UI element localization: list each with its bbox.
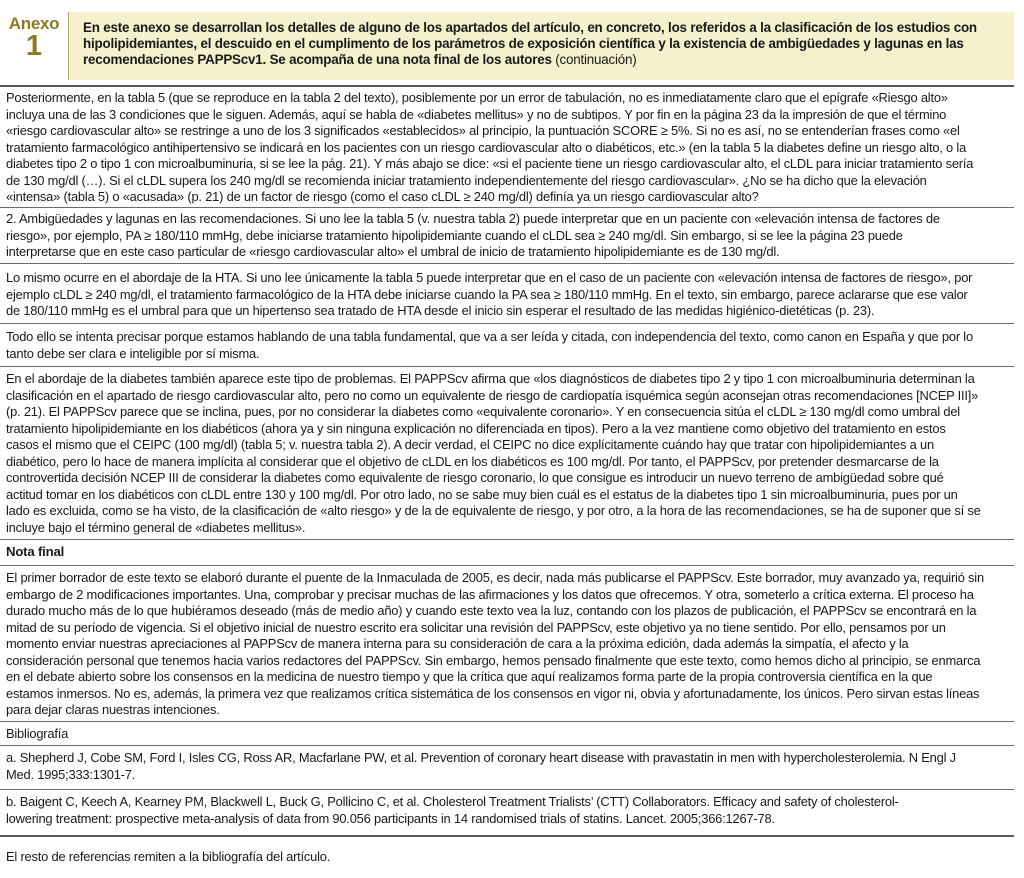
- paragraph-ambiguedades: 2. Ambigüedades y lagunas en las recomendaciones. Si uno lee la tabla 5 (v. nuestra tabla 2) puede interpretar que en un paciente con «elevación intensa de factores de riesgo», por ejemplo, PA ≥ 180/110 mmHg, debe iniciarse tratamiento hipolipidemiante cuando el cLDL sea ≥ 240 mg/dl. Sin embargo, si se lee la página 23 puede interpretarse que en este caso particular de «riesgo cardiovascular alto» el umbral de inicio de tratamiento hipolipidemiante es de 130 mg/dl.: [6, 211, 940, 259]
- section-divider: [0, 565, 1014, 566]
- section-divider: [0, 366, 1014, 367]
- bibliography-title: Bibliografía: [6, 726, 69, 741]
- bibliography-ref-b: b. Baigent C, Keech A, Kearney PM, Blackwell L, Buck G, Pollicino C, et al. Cholesterol Treatment Trialists’ (CTT) Collaborators. Efficacy and safety of cholesterol- lowering treatment: prospective meta-analysis of data from 90.056 participants in 14 randomised trials of statins. Lancet. 2005;366:1267-78.: [6, 794, 899, 826]
- footer-note: El resto de referencias remiten a la bibliografía del artículo.: [6, 849, 331, 864]
- annex-word: Anexo: [8, 14, 60, 33]
- section-divider: [0, 207, 1014, 208]
- section-divider: [0, 263, 1014, 264]
- annex-label: [0, 12, 68, 80]
- section-divider: [0, 745, 1014, 746]
- annex-continuation: (continuación): [555, 52, 637, 68]
- bibliography-ref-a: a. Shepherd J, Cobe SM, Ford I, Isles CG, Ross AR, Macfarlane PW, et al. Prevention of coronary heart disease with pravastatin in men with hypercholesterolemia. N Engl J Med. 1995;333:1301-7.: [6, 750, 956, 782]
- paragraph-diabetes: En el abordaje de la diabetes también aparece este tipo de problemas. El PAPPScv afirma que «los diagnósticos de diabetes tipo 2 y tipo 1 con microalbuminuria determinan la clasificación en el apartado de riesgo cardiovascular alto, pero no como un equivalente de riesgo de cardiopatía isquémica según aconsejan otras recomendaciones [NCEP III]» (p. 21). El PAPPScv parece que se inclina, pues, por no considerar la diabetes como «equivalente coronario». Y en consecuencia sitúa el cLDL ≥ 130 mg/dl como umbral del tratamiento hipolipidemiante en los diabéticos (ahora ya y sin ninguna explicación no diferenciada en tipos). Pero a la vez mantiene como objetivo del tratamiento en estos casos el mismo que el CEIPC (100 mg/dl) (tabla 5; v. nuestra tabla 2). A decir verdad, el CEIPC no dice explícitamente cuándo hay que tratar con hipolipidemiantes a un diabético, pero lo hace de manera implícita al considerar que el objetivo de cLDL en los diabéticos es 100 mg/dl. Por tanto, el PAPPScv, por pretender desmarcarse de la controvertida decisión NCEP III de considerar la diabetes como equivalente de riesgo coronario, lo que consigue es introducir un nuevo terreno de ambigüedad sobre qué actitud tomar en los diabéticos con cLDL entre 130 y 100 mg/dl. Por otro lado, no se sabe muy bien cuál es el estatus de la diabetes tipo 1 sin microalbuminuria, pues por un lado es excluida, como se ha visto, de la clasificación de «alto riesgo» y de la de equivalente de riesgo, y por otro, a la hora de las recomendaciones, se ha de suponer que sí se incluye bajo el término general de «diabetes mellitus».: [6, 371, 981, 535]
- annex-header: [0, 12, 1014, 80]
- final-note-title: Nota final: [6, 544, 65, 559]
- paragraph-hta: Lo mismo ocurre en el abordaje de la HTA. Si uno lee únicamente la tabla 5 puede interpretar que en el caso de un paciente con «elevación intensa de factores de riesgo», por ejemplo cLDL ≥ 240 mg/dl, el tratamiento farmacológico de la HTA debe iniciarse cuando la PA sea ≥ 180/110 mmHg. En el texto, sin embargo, parece aclararse que ese valor de 180/110 mmHg es el umbral para que un hipertenso sea tratado de HTA desde el inicio sin esperar el resultado de las medidas higiénico-dietéticas (p. 23).: [6, 270, 973, 318]
- final-note-text: El primer borrador de este texto se elaboró durante el puente de la Inmaculada de 2005, es decir, nada más publicarse el PAPPScv. Este borrador, muy avanzado ya, requirió sin embargo de 2 modificaciones importantes. Una, comprobar y precisar muchas de las afirmaciones y los datos que ofrecemos. Y otra, someterlo a crítica externa. El proceso ha durado mucho más de lo que hubiéramos deseado (más de medio año) y cuando este texto vea la luz, contando con los plazos de publicación, el PAPPScv se encontrará en la mitad de su período de vigencia. Si el objetivo inicial de nuestro escrito era solicitar una revisión del PAPPScv, este objetivo ya no tiene sentido. Por ello, pensamos por un momento enviar nuestras apreciaciones al PAPPScv de manera interna para su consideración de cara a la próxima edición, dada además la simpatía, el afecto y la consideración personal que tenemos hacia varios redactores del PAPPScv. Sin embargo, hemos pensado finalmente que este texto, como hemos dicho al principio, se enmarca en el debate abierto sobre los consensos en la medicina de nuestro tiempo y que la crítica que aquí realizamos forma parte de la propia controversia científica en la que estamos inmersos. No es, además, la primera vez que realizamos crítica sistemática de los consensos en vigor ni, obvia y afortunadamente, los únicos. Pero sirvan estas líneas para dejar claras nuestras intenciones.: [6, 570, 984, 717]
- section-divider: [0, 835, 1014, 837]
- section-divider: [0, 85, 1014, 87]
- paragraph-tabla5: Posteriormente, en la tabla 5 (que se reproduce en la tabla 2 del texto), posiblemente por un error de tabulación, no es inmediatamente claro que el epígrafe «Riesgo alto» incluya una de las 3 condiciones que le siguen. Además, aquí se habla de «diabetes mellitus» y no de subtipos. Y por fin en la página 23 da la impresión de que el término «riesgo cardiovascular alto» se restringe a uno de los 3 significados «establecidos» al principio, la puntuación SCORE ≥ 5%. Si no es así, no se entenderían frases como «el tratamiento farmacológico antihipertensivo se indicará en los pacientes con un riesgo cardiovascular alto o diabéticos, etc.» (en la tabla 5 la diabetes define un riesgo alto, o la diabetes tipo 2 o tipo 1 con microalbuminuria, si se lee la pág. 21). Y más abajo se dice: «si el paciente tiene un riesgo cardiovascular alto, el cLDL para iniciar tratamiento sería de 130 mg/dl (…). Si el cLDL supera los 240 mg/dl se recomienda iniciar tratamiento independientemente del riesgo cardiovascular». ¿No se ha dicho que la elevación «intensa» (tabla 5) o «acusada» (p. 21) de un factor de riesgo (como el caso cLDL ≥ 240 mg/dl) definía ya un riesgo cardiovascular alto?: [6, 90, 974, 204]
- section-divider: [0, 721, 1014, 722]
- section-divider: [0, 539, 1014, 540]
- annex-number: 1: [25, 30, 43, 62]
- annex-description: En este anexo se desarrollan los detalles de alguno de los apartados del artículo, en concreto, los referidos a la clasificación de los estudios con hipolipidemiantes, el descuido en el cumplimento de los parámetros de exposición científica y la existencia de ambigüedades y lagunas en las recomendaciones PAPPScv1. Se acompaña de una nota final de los autores: [83, 20, 977, 68]
- section-divider: [0, 789, 1014, 790]
- annex-description-box: [68, 12, 1014, 80]
- paragraph-tabla-fundamental: Todo ello se intenta precisar porque estamos hablando de una tabla fundamental, que va a ser leída y citada, con independencia del texto, como canon en España y que por lo tanto debe ser clara e inteligible por sí misma.: [6, 329, 973, 361]
- section-divider: [0, 323, 1014, 324]
